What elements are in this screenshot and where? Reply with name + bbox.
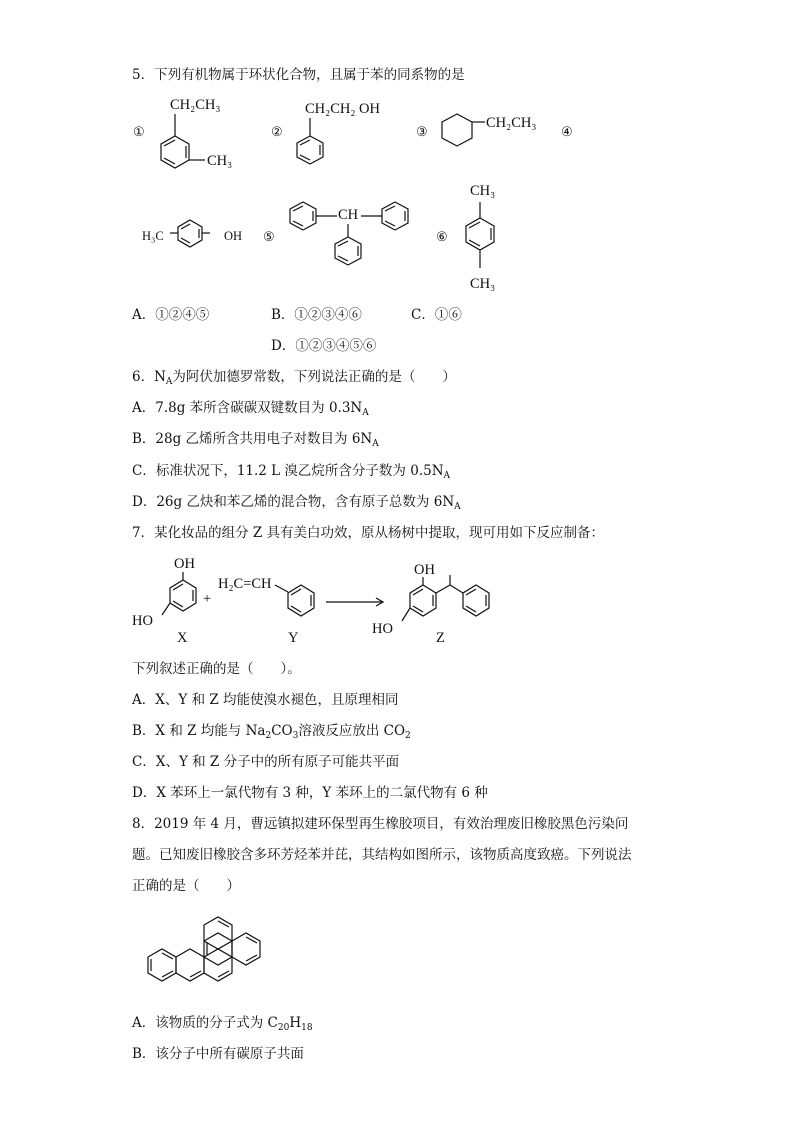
q6-stem: 6．$N_A$为阿伏加德罗常数，下列说法正确的是（ ）	[132, 369, 456, 387]
q5-m5-center: CH	[338, 207, 359, 223]
q7-x-ho: HO	[132, 613, 153, 629]
q6-option-c: C．标准状况下，11.2 L 溴乙烷所含分子数为 $0.5N_A$	[132, 463, 451, 481]
q8-stem-line-2: 题。已知废旧橡胶含多环芳烃苯并芘，其结构如图所示，该物质高度致癌。下列说法	[132, 847, 632, 863]
q7-option-c: C．X、Y 和 Z 分子中的所有原子可能共平面	[132, 754, 400, 770]
q6-option-a: A．7.8g 苯所含碳碳双键数目为 $0.3N_A$	[132, 400, 369, 418]
q5-m4-methyl: H₃C	[142, 229, 164, 243]
q7-plus: +	[203, 591, 212, 607]
q5-molecule-2	[290, 110, 350, 170]
q7-x-oh: OH	[174, 556, 195, 572]
q7-molecule-x	[150, 570, 210, 630]
q6-option-d: D．26g 乙炔和苯乙烯的混合物，含有原子总数为 $6N_A$	[132, 494, 461, 512]
q7-question: 下列叙述正确的是（ ）。	[132, 661, 301, 677]
q5-m1-ethyl: CH₂CH₃	[170, 97, 221, 113]
q7-molecule-z	[390, 575, 510, 635]
q5-marker-6: ⑥	[436, 229, 448, 244]
q7-option-b: B．X 和 Z 均能与 $Na_2CO_3$溶液反应放出 $CO_2$	[132, 723, 411, 741]
reaction-arrow-icon	[326, 596, 386, 608]
q5-marker-3: ③	[416, 124, 428, 139]
q7-stem: 7．某化妆品的组分 Z 具有美白功效，原从杨树中提取，现可用如下反应制备：	[132, 525, 605, 541]
q5-m3-ethyl: CH₂CH₃	[486, 115, 537, 131]
q8-stem-line-1: 8．2019 年 4 月，曹远镇拟建环保型再生橡胶项目，有效治理废旧橡胶黑色污染问	[132, 816, 629, 832]
q8-benzopyrene-structure	[138, 906, 298, 998]
q5-marker-2: ②	[271, 124, 283, 139]
q5-marker-1: ①	[133, 124, 145, 139]
q5-option-b: B．①②③④⑥	[271, 307, 362, 323]
q8-option-a: A．该物质的分子式为 $C_{20}H_{18}$	[132, 1015, 313, 1033]
q5-m6-methyl-top: CH₃	[470, 183, 496, 199]
q7-option-d: D．X 苯环上一氯代物有 3 种，Y 苯环上的二氯代物有 6 种	[132, 785, 488, 801]
q8-stem-line-3: 正确的是（ ）	[132, 878, 240, 894]
q7-y-vinyl: H₂C=CH	[218, 576, 272, 592]
q5-marker-4: ④	[561, 124, 573, 139]
q7-z-ho: HO	[372, 621, 393, 637]
q7-y-label: Y	[288, 630, 299, 646]
q7-option-a: A．X、Y 和 Z 均能使溴水褪色，且原理相同	[132, 692, 399, 708]
q5-stem: 5．下列有机物属于环状化合物，且属于苯的同系物的是	[132, 67, 465, 83]
q5-m4-hydroxyl: OH	[224, 229, 243, 243]
q5-m1-methyl: CH₃	[207, 153, 233, 169]
q5-marker-5: ⑤	[263, 229, 275, 244]
q5-m6-methyl-bottom: CH₃	[470, 276, 496, 292]
q8-option-b: B．该分子中所有碳原子共面	[132, 1046, 304, 1062]
q5-option-a: A．①②④⑤	[132, 307, 210, 323]
q7-z-oh: OH	[414, 562, 435, 578]
q7-z-label: Z	[436, 630, 445, 646]
q7-x-label: X	[177, 630, 188, 646]
q7-molecule-y	[270, 575, 330, 635]
q5-molecule-6	[458, 198, 508, 273]
q5-option-c: C．①⑥	[411, 307, 462, 323]
q6-option-b: B．28g 乙烯所含共用电子对数目为 $6N_A$	[132, 431, 379, 449]
q5-option-d: D．①②③④⑤⑥	[271, 338, 377, 354]
q5-m2-chain: CH₂CH₂ OH	[305, 101, 380, 117]
q5-molecule-4	[170, 218, 230, 258]
